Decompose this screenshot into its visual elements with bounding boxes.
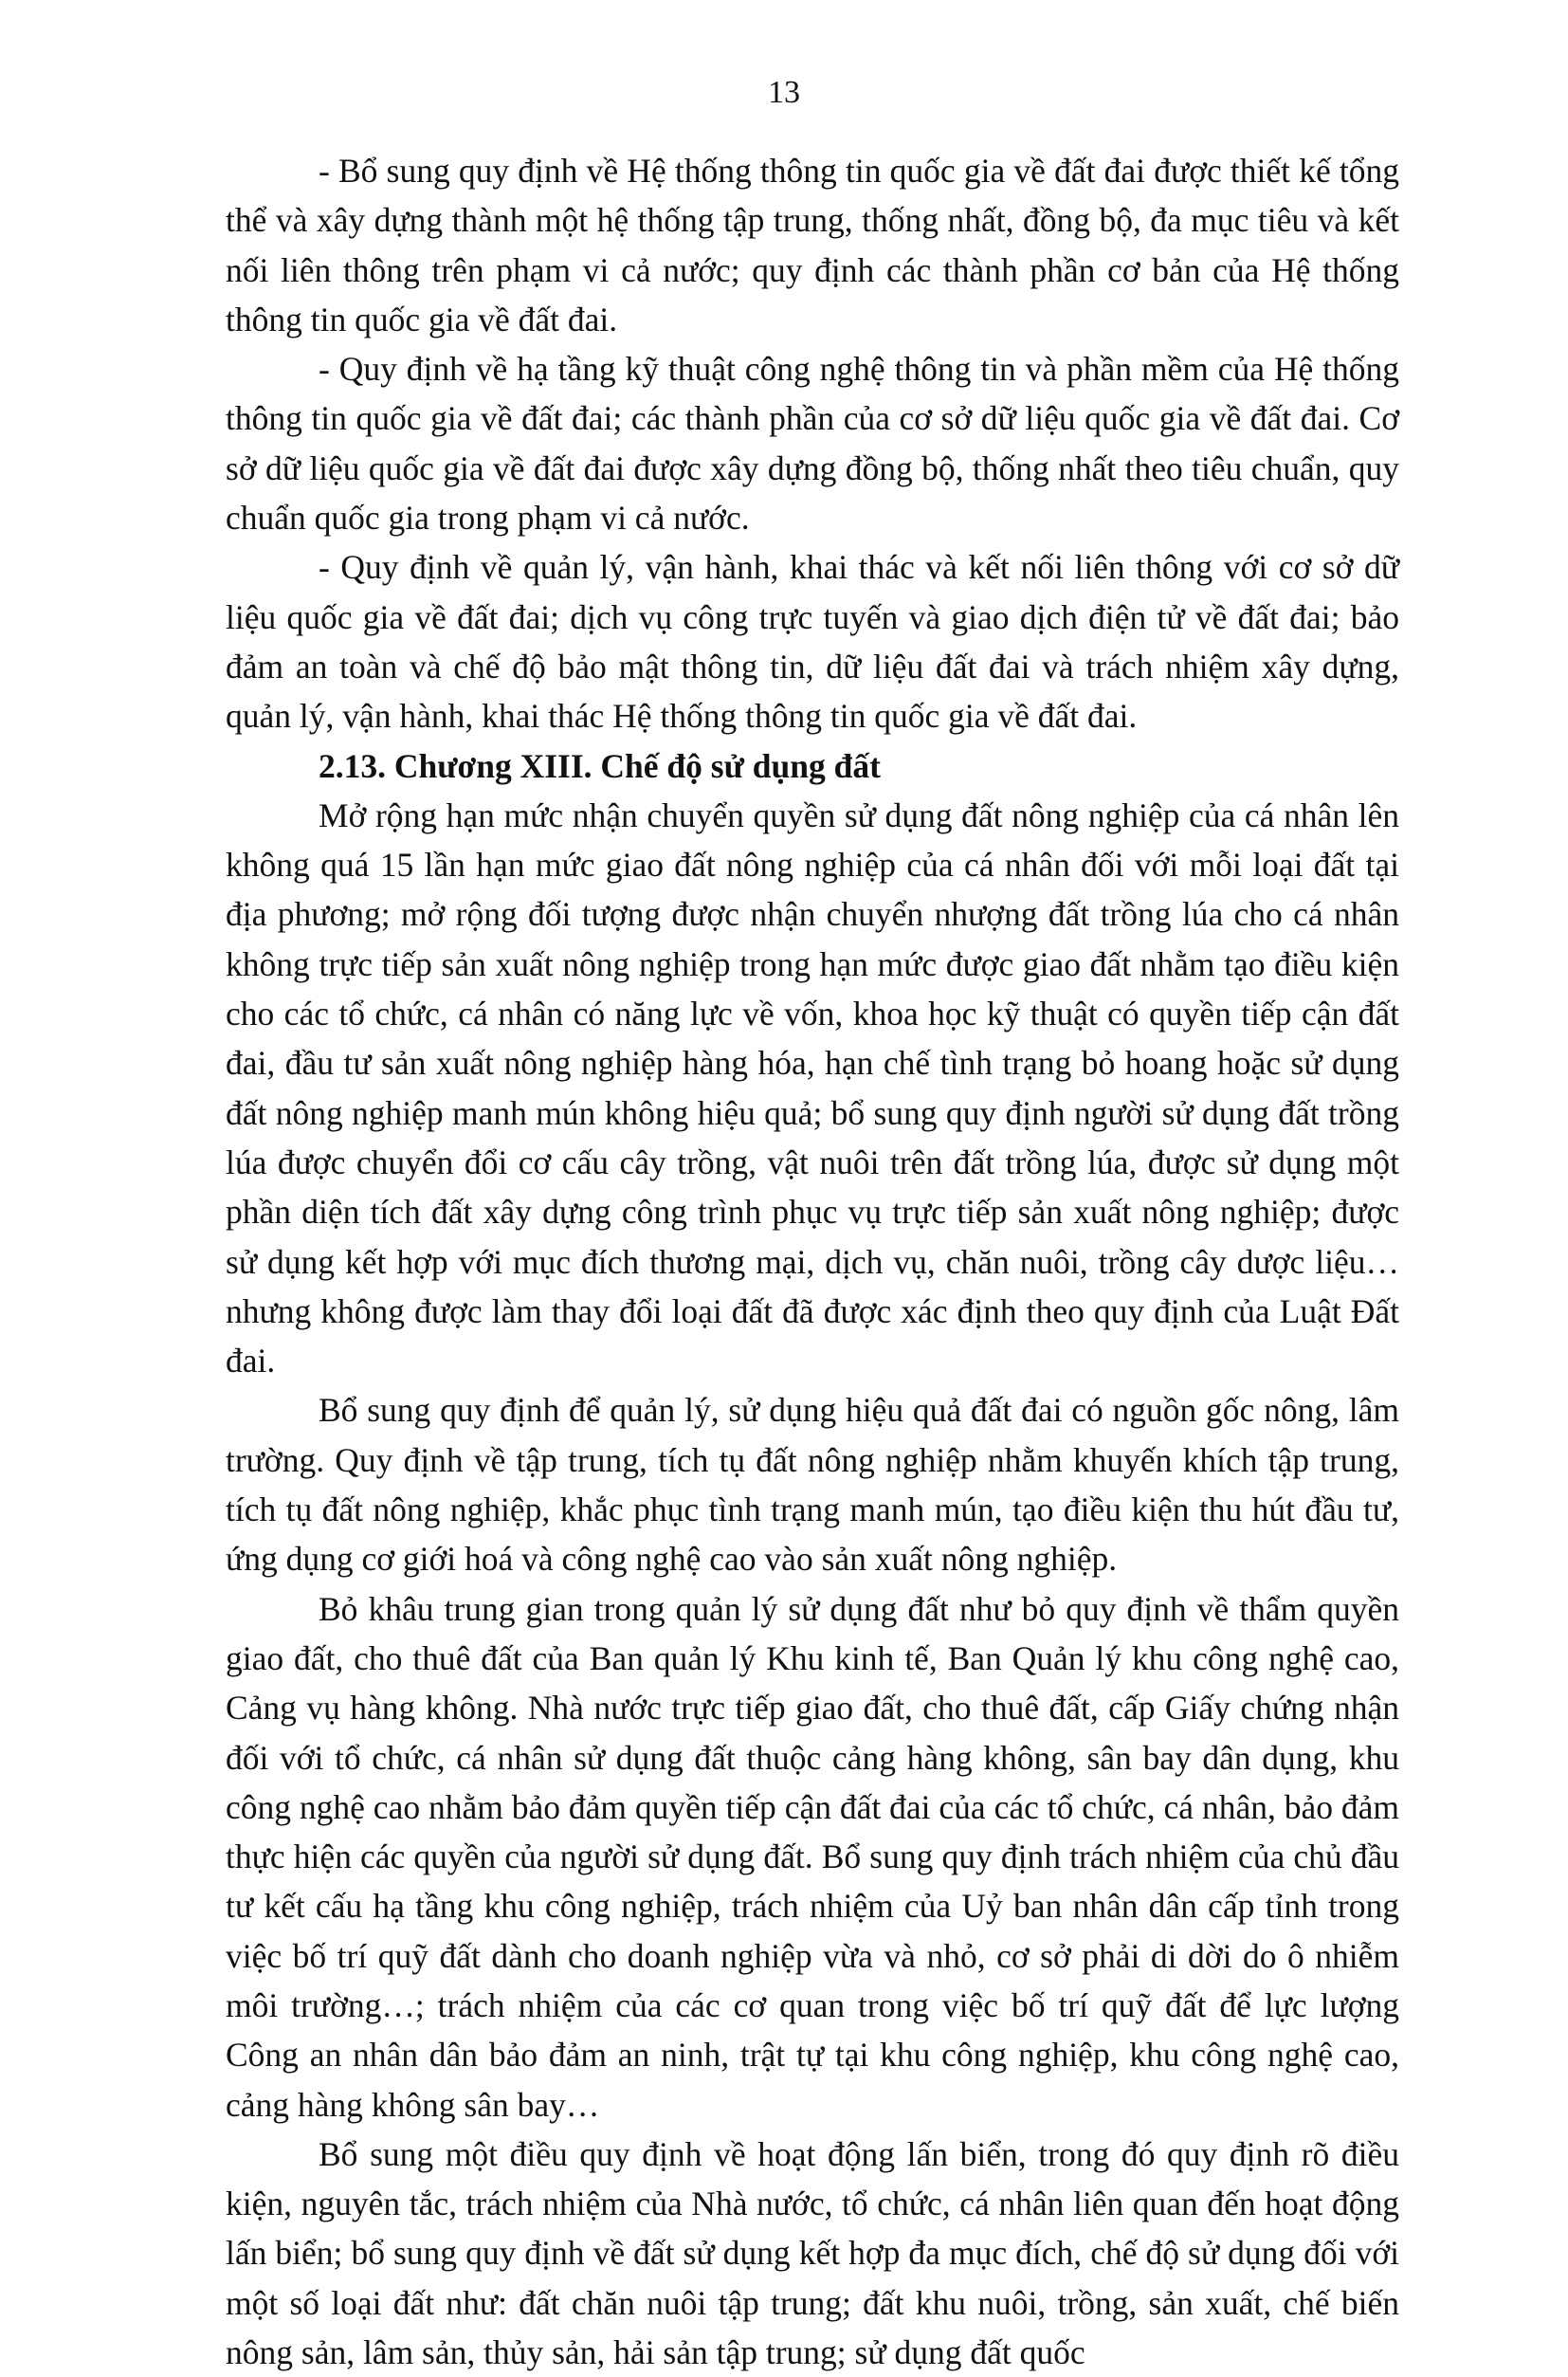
paragraph-national-info-system: - Bổ sung quy định về Hệ thống thông tin quốc gia về đất đai được thiết kế tổng thể và xây dựng thành một hệ thống tập trung, thống nhất, đồng bộ, đa mục tiêu và kết nối liên thông trên phạm vi cả nước; quy định các thành phần cơ bản của Hệ thống thông tin quốc gia về đất đai.: [226, 152, 1399, 338]
paragraph-agricultural-land-limit: Mở rộng hạn mức nhận chuyển quyền sử dụng đất nông nghiệp của cá nhân lên không quá 15 lần hạn mức giao đất nông nghiệp của cá nhân đối với mỗi loại đất tại địa phương; mở rộng đối tượng được nhận chuyển nhượng đất trồng lúa cho cá nhân không trực tiếp sản xuất nông nghiệp trong hạn mức được giao đất nhằm tạo điều kiện cho các tổ chức, cá nhân có năng lực về vốn, khoa học kỹ thuật có quyền tiếp cận đất đai, đầu tư sản xuất nông nghiệp hàng hóa, hạn chế tình trạng bỏ hoang hoặc sử dụng đất nông nghiệp manh mún không hiệu quả; bổ sung quy định người sử dụng đất trồng lúa được chuyển đổi cơ cấu cây trồng, vật nuôi trên đất trồng lúa, được sử dụng một phần diện tích đất xây dựng công trình phục vụ trực tiếp sản xuất nông nghiệp; được sử dụng kết hợp với mục đích thương mại, dịch vụ, chăn nuôi, trồng cây dược liệu… nhưng không được làm thay đổi loại đất đã được xác định theo quy định của Luật Đất đai.: [226, 795, 1399, 1380]
paragraph-remove-intermediaries: Bỏ khâu trung gian trong quản lý sử dụng đất như bỏ quy định về thẩm quyền giao đất, cho thuê đất của Ban quản lý Khu kinh tế, Ban Quản lý khu công nghệ cao, Cảng vụ hàng không. Nhà nước trực tiếp giao đất, cho thuê đất, cấp Giấy chứng nhận đối với tổ chức, cá nhân sử dụng đất thuộc cảng hàng không, sân bay dân dụng, khu công nghệ cao nhằm bảo đảm quyền tiếp cận đất đai của các tổ chức, cá nhân, bảo đảm thực hiện các quyền của người sử dụng đất. Bổ sung quy định trách nhiệm của chủ đầu tư kết cấu hạ tầng khu công nghiệp, trách nhiệm của Uỷ ban nhân dân cấp tỉnh trong việc bố trí quỹ đất dành cho doanh nghiệp vừa và nhỏ, cơ sở phải di dời do ô nhiễm môi trường…; trách nhiệm của các cơ quan trong việc bố trí quỹ đất để lực lượng Công an nhân dân bảo đảm an ninh, trật tự tại khu công nghiệp, khu công nghệ cao, cảng hàng không sân bay…: [226, 1589, 1399, 2124]
paragraph-sea-encroachment: Bổ sung một điều quy định về hoạt động lấn biển, trong đó quy định rõ điều kiện, nguyên tắc, trách nhiệm của Nhà nước, tổ chức, cá nhân liên quan đến hoạt động lấn biển; bổ sung quy định về đất sử dụng kết hợp đa mục đích, chế độ sử dụng đối với một số loại đất như: đất chăn nuôi tập trung; đất khu nuôi, trồng, sản xuất, chế biến nông sản, lâm sản, thủy sản, hải sản tập trung; sử dụng đất quốc: [226, 2134, 1399, 2372]
page-number: 13: [768, 75, 800, 110]
paragraph-it-infrastructure: - Quy định về hạ tầng kỹ thuật công nghệ thông tin và phần mềm của Hệ thống thông tin quốc gia về đất đai; các thành phần của cơ sở dữ liệu quốc gia về đất đai. Cơ sở dữ liệu quốc gia về đất đai được xây dựng đồng bộ, thống nhất theo tiêu chuẩn, quy chuẩn quốc gia trong phạm vi cả nước.: [226, 350, 1399, 538]
paragraph-state-farm-land: Bổ sung quy định để quản lý, sử dụng hiệu quả đất đai có nguồn gốc nông, lâm trường. Quy định về tập trung, tích tụ đất nông nghiệp nhằm khuyến khích tập trung, tích tụ đất nông nghiệp, khắc phục tình trạng manh mún, tạo điều kiện thu hút đầu tư, ứng dụng cơ giới hoá và công nghệ cao vào sản xuất nông nghiệp.: [226, 1391, 1399, 1579]
document-body: [226, 146, 1399, 2377]
section-heading: 2.13. Chương XIII. Chế độ sử dụng đất: [319, 746, 881, 785]
paragraph-management-operation: - Quy định về quản lý, vận hành, khai thác và kết nối liên thông với cơ sở dữ liệu quốc gia về đất đai; dịch vụ công trực tuyến và giao dịch điện tử về đất đai; bảo đảm an toàn và chế độ bảo mật thông tin, dữ liệu đất đai và trách nhiệm xây dựng, quản lý, vận hành, khai thác Hệ thống thông tin quốc gia về đất đai.: [226, 548, 1399, 736]
